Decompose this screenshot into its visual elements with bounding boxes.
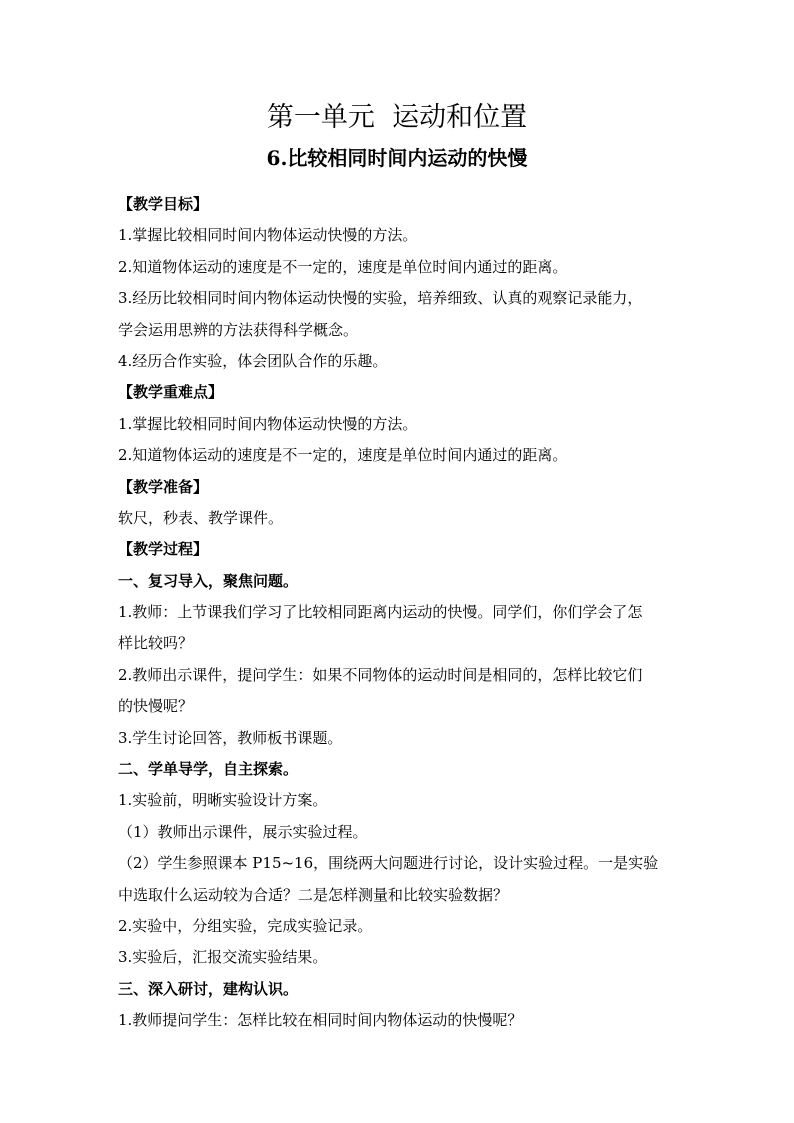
section-heading: 一、复习导入，聚焦问题。 xyxy=(118,571,299,590)
section-heading: 【教学过程】 xyxy=(118,540,209,559)
paragraph-line: 1.教师：上节课我们学习了比较相同距离内运动的快慢。同学们，你们学会了怎 xyxy=(118,603,643,622)
section-heading: 三、深入研讨，建构认识。 xyxy=(118,979,299,998)
section-heading: 【教学重难点】 xyxy=(118,383,224,402)
section-heading: 【教学目标】 xyxy=(118,195,209,213)
paragraph-line: 2.知道物体运动的速度是不一定的，速度是单位时间内通过的距离。 xyxy=(118,257,568,276)
paragraph-line: 1.掌握比较相同时间内物体运动快慢的方法。 xyxy=(118,414,418,433)
paragraph-line: 的快慢呢？ xyxy=(118,697,194,716)
paragraph-line: （1）教师出示课件，展示实验过程。 xyxy=(118,822,368,841)
paragraph-line: 2.知道物体运动的速度是不一定的，速度是单位时间内通过的距离。 xyxy=(118,446,568,465)
paragraph-line: 2.实验中，分组实验，完成实验记录。 xyxy=(118,916,373,935)
paragraph-line: （2）学生参照课本 P15~16，围绕两大问题进行讨论，设计实验过程。一是实验 xyxy=(118,854,659,873)
section-heading: 【教学准备】 xyxy=(118,477,209,496)
paragraph-line: 1.掌握比较相同时间内物体运动快慢的方法。 xyxy=(118,226,418,245)
paragraph-line: 3.经历比较相同时间内物体运动快慢的实验，培养细致、认真的观察记录能力， xyxy=(118,289,643,308)
paragraph-line: 4.经历合作实验，体会团队合作的乐趣。 xyxy=(118,351,388,370)
paragraph-line: 1.实验前，明晰实验设计方案。 xyxy=(118,791,328,810)
document-body xyxy=(118,189,680,1037)
paragraph-line: 软尺，秒表、教学课件。 xyxy=(118,508,284,527)
paragraph-line: 3.实验后，汇报交流实验结果。 xyxy=(118,948,328,967)
lesson-subtitle: 6.比较相同时间内运动的快慢 xyxy=(266,146,528,170)
page-title: 第一单元 运动和位置 xyxy=(266,102,528,133)
paragraph-line: 2.教师出示课件，提问学生：如果不同物体的运动时间是相同的，怎样比较它们 xyxy=(118,665,643,684)
paragraph-line: 学会运用思辨的方法获得科学概念。 xyxy=(118,320,359,339)
paragraph-line: 中选取什么运动较为合适？二是怎样测量和比较实验数据？ xyxy=(118,885,509,904)
paragraph-line: 1.教师提问学生：怎样比较在相同时间内物体运动的快慢呢？ xyxy=(118,1011,523,1030)
paragraph-line: 样比较吗？ xyxy=(118,634,194,653)
paragraph-line: 3.学生讨论回答，教师板书课题。 xyxy=(118,728,343,747)
section-heading: 二、学单导学，自主探索。 xyxy=(118,760,299,779)
